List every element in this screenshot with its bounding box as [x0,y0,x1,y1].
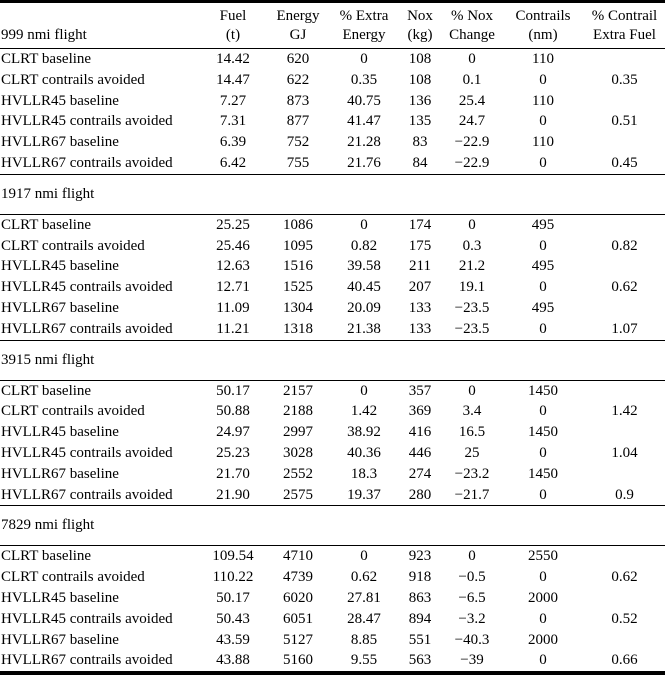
row-label: HVLLR45 baseline [1,424,119,441]
table-row [0,214,665,235]
cell-value [584,422,665,443]
row-label: HVLLR67 baseline [1,299,119,316]
header-row [0,2,665,49]
cell-value: 0 [360,51,368,67]
cell-value: 0 [468,216,476,233]
table-row [0,485,665,506]
cell-value: 207 [408,279,432,296]
cell-value: 6020 [283,589,313,606]
cell-value: 38.92 [347,424,381,441]
cell-value: 1.42 [350,403,378,420]
cell-value: 18.3 [350,465,378,482]
cell-value: 8.85 [350,631,378,648]
cell-value: 877 [286,113,310,130]
cell-value [584,256,665,277]
cell-value: 14.42 [216,51,250,67]
cell-value: 2188 [283,403,313,420]
cell-value: 0 [539,113,547,130]
cell-value [584,91,665,112]
cell-value: 0 [539,320,547,337]
cell-value: 495 [531,216,555,233]
cell-value: 50.17 [216,589,250,606]
cell-value: −6.5 [458,589,486,606]
cell-value: 495 [531,299,555,316]
cell-value: −22.9 [454,134,490,151]
cell-value: 357 [408,382,432,399]
cell-value: 446 [408,444,432,461]
header-fuel: Fuel (t) [200,2,266,49]
cell-value [584,49,665,70]
table-row [0,422,665,443]
cell-value [584,298,665,319]
cell-value: 11.21 [216,320,250,337]
cell-value: −39 [460,652,484,669]
cell-value: 0.62 [611,279,638,296]
cell-value: −23.2 [454,465,490,482]
cell-value: 43.88 [216,652,250,669]
table-row [0,380,665,401]
cell-value: 1.42 [611,403,638,420]
header-nox: Nox (kg) [398,2,442,49]
cell-value: 0 [539,486,547,503]
cell-value: 0.82 [611,237,638,254]
cell-value: 21.70 [216,465,250,482]
table-row [0,277,665,298]
cell-value: 0 [539,279,547,296]
cell-value: 20.09 [347,299,381,316]
cell-value: 2997 [283,424,313,441]
cell-value: 0 [468,548,476,565]
cell-value: 1525 [283,279,313,296]
cell-value: 1086 [283,216,313,233]
cell-value: 0 [539,444,547,461]
table-row [0,609,665,630]
cell-value: 1450 [528,424,558,441]
cell-value: 110 [532,51,554,67]
cell-value: 50.17 [216,382,250,399]
cell-value: 2550 [528,548,558,565]
cell-value: 133 [408,299,432,316]
cell-value: 0 [539,71,547,88]
cell-value: 19.1 [458,279,486,296]
cell-value: 873 [286,92,310,109]
cell-value: 40.45 [347,279,381,296]
table-row [0,630,665,651]
table-body [0,49,665,674]
section-title-999: 999 nmi flight [1,27,87,43]
header-contrails: Contrails (nm) [502,2,584,49]
cell-value [584,380,665,401]
table-row [0,70,665,91]
cell-value: 563 [408,652,432,669]
cell-value: 0.62 [611,569,638,586]
row-label: HVLLR45 baseline [1,92,119,109]
cell-value: 752 [286,134,310,151]
table-header [0,2,665,49]
cell-value: 21.2 [458,258,486,275]
cell-value [584,132,665,153]
cell-value: 4739 [283,569,313,586]
cell-value: 894 [408,610,432,627]
cell-value: 24.7 [458,113,486,130]
section-title-row [0,340,665,380]
cell-value: 1318 [283,320,313,337]
section-title: 1917 nmi flight [0,174,665,214]
table-row [0,650,665,673]
cell-value: 1450 [528,382,558,399]
cell-value: 369 [408,403,432,420]
cell-value: 21.38 [347,320,381,337]
cell-value: 0.66 [611,652,638,669]
cell-value: 2157 [283,382,313,399]
cell-value: 5127 [283,631,313,648]
row-label: CLRT contrails avoided [1,71,145,88]
row-label: HVLLR45 baseline [1,589,119,606]
row-label: HVLLR45 baseline [1,258,119,275]
row-label: HVLLR45 contrails avoided [1,279,173,296]
table-row [0,256,665,277]
cell-value: 0 [360,216,368,233]
cell-value: 27.81 [347,589,381,606]
cell-value: 5160 [283,652,313,669]
cell-value: 211 [409,258,431,275]
section-title-row [0,506,665,546]
section-title-row [0,174,665,214]
cell-value: 19.37 [347,486,381,503]
cell-value: 39.58 [347,258,381,275]
cell-value [584,546,665,567]
cell-value: 495 [531,258,555,275]
table-row [0,443,665,464]
cell-value: 755 [286,154,310,171]
cell-value: 110.22 [212,569,254,586]
cell-value: 274 [408,465,432,482]
cell-value: 108 [408,71,432,88]
cell-value: 16.5 [458,424,486,441]
cell-value: 0.1 [462,71,482,88]
cell-value: 416 [408,424,432,441]
row-label: CLRT contrails avoided [1,237,145,254]
cell-value: 4710 [283,548,313,565]
cell-value: 3.4 [462,403,482,420]
row-label: HVLLR67 contrails avoided [1,154,173,171]
row-label: HVLLR67 baseline [1,465,119,482]
cell-value: 9.55 [350,652,378,669]
table-row [0,546,665,567]
cell-value: −0.5 [458,569,486,586]
cell-value: 40.36 [347,444,381,461]
cell-value: 918 [408,569,432,586]
cell-value: 0 [360,548,368,565]
cell-value: −22.9 [454,154,490,171]
cell-value [584,464,665,485]
cell-value: 40.75 [347,92,381,109]
header-contrail-extra-fuel: % Contrail Extra Fuel [584,2,665,49]
cell-value: 110 [532,134,554,151]
cell-value: 622 [286,71,310,88]
cell-value: 0 [539,652,547,669]
table-row [0,319,665,340]
row-label: HVLLR45 contrails avoided [1,113,173,130]
cell-value: 25.25 [216,216,250,233]
row-label: HVLLR67 contrails avoided [1,652,173,669]
row-label: HVLLR67 contrails avoided [1,486,173,503]
cell-value: 21.76 [347,154,381,171]
cell-value: 175 [408,237,432,254]
cell-value: 863 [408,589,432,606]
cell-value: 1095 [283,237,313,254]
row-label: HVLLR67 baseline [1,134,119,151]
cell-value: 0 [539,154,547,171]
header-nox-change: % Nox Change [442,2,502,49]
row-label: HVLLR45 contrails avoided [1,610,173,627]
table-row [0,111,665,132]
row-label: CLRT baseline [1,51,92,67]
cell-value: 24.97 [216,424,250,441]
table-row [0,588,665,609]
cell-value: −23.5 [454,320,490,337]
row-label: CLRT contrails avoided [1,403,145,420]
cell-value: 0.35 [611,71,638,88]
cell-value: 2000 [528,631,558,648]
table-row [0,49,665,70]
cell-value: 0.3 [462,237,482,254]
cell-value: 3028 [283,444,313,461]
cell-value: 0 [539,237,547,254]
cell-value: 551 [408,631,432,648]
header-spacer [1,7,200,26]
cell-value: 28.47 [347,610,381,627]
cell-value: 0 [468,51,476,67]
cell-value: 84 [412,154,428,171]
cell-value: 0 [539,403,547,420]
row-label: CLRT baseline [1,382,92,399]
cell-value: 135 [408,113,432,130]
cell-value: 0.9 [615,486,634,503]
cell-value: 2000 [528,589,558,606]
cell-value: 7.27 [219,92,247,109]
cell-value: 0 [539,610,547,627]
cell-value: 0 [360,382,368,399]
cell-value: 923 [408,548,432,565]
cell-value: 6.42 [219,154,247,171]
table-row [0,567,665,588]
cell-value: 25 [464,444,480,461]
cell-value: 11.09 [216,299,250,316]
section-title: 7829 nmi flight [0,506,665,546]
cell-value: 0.82 [350,237,378,254]
header-energy: Energy GJ [266,2,330,49]
cell-value: 25.46 [216,237,250,254]
cell-value: 108 [408,51,432,67]
cell-value: 110 [532,92,554,109]
cell-value: 50.43 [216,610,250,627]
cell-value [584,588,665,609]
cell-value: 0.51 [611,113,638,130]
cell-value: 280 [408,486,432,503]
cell-value: 1304 [283,299,313,316]
cell-value: 174 [408,216,432,233]
cell-value [584,630,665,651]
header-extra-energy: % Extra Energy [330,2,398,49]
cell-value: 109.54 [212,548,254,565]
row-label: CLRT baseline [1,216,92,233]
cell-value: 25.23 [216,444,250,461]
cell-value: 6051 [283,610,313,627]
cell-value: 0 [468,382,476,399]
table-row [0,132,665,153]
table-row [0,91,665,112]
cell-value: 21.90 [216,486,250,503]
cell-value: −21.7 [454,486,490,503]
cell-value: 1.04 [611,444,638,461]
cell-value: 12.63 [216,258,250,275]
cell-value: −23.5 [454,299,490,316]
cell-value: 136 [408,92,432,109]
row-label: HVLLR67 baseline [1,631,119,648]
section-title: 3915 nmi flight [0,340,665,380]
cell-value: 1.07 [611,320,638,337]
table-row [0,153,665,174]
table-row [0,236,665,257]
cell-value: 12.71 [216,279,250,296]
header-flight-label [0,2,200,49]
cell-value: 1450 [528,465,558,482]
cell-value: 25.4 [458,92,486,109]
cell-value: 43.59 [216,631,250,648]
cell-value: −3.2 [458,610,486,627]
row-label: CLRT contrails avoided [1,569,145,586]
cell-value: 0 [539,569,547,586]
cell-value: 0.45 [611,154,638,171]
cell-value: −40.3 [454,631,490,648]
cell-value: 83 [412,134,428,151]
cell-value: 620 [286,51,310,67]
table-row [0,401,665,422]
cell-value: 14.47 [216,71,250,88]
row-label: HVLLR67 contrails avoided [1,320,173,337]
cell-value: 2575 [283,486,313,503]
cell-value: 6.39 [219,134,247,151]
table-row [0,464,665,485]
table-row [0,298,665,319]
cell-value: 0.62 [350,569,378,586]
row-label: CLRT baseline [1,548,92,565]
cell-value: 21.28 [347,134,381,151]
cell-value: 50.88 [216,403,250,420]
cell-value: 1516 [283,258,313,275]
row-label: HVLLR45 contrails avoided [1,444,173,461]
cell-value: 7.31 [219,113,247,130]
cell-value: 0.35 [350,71,378,88]
cell-value: 41.47 [347,113,381,130]
cell-value: 0.52 [611,610,638,627]
cell-value [584,214,665,235]
cell-value: 133 [408,320,432,337]
cell-value: 2552 [283,465,313,482]
